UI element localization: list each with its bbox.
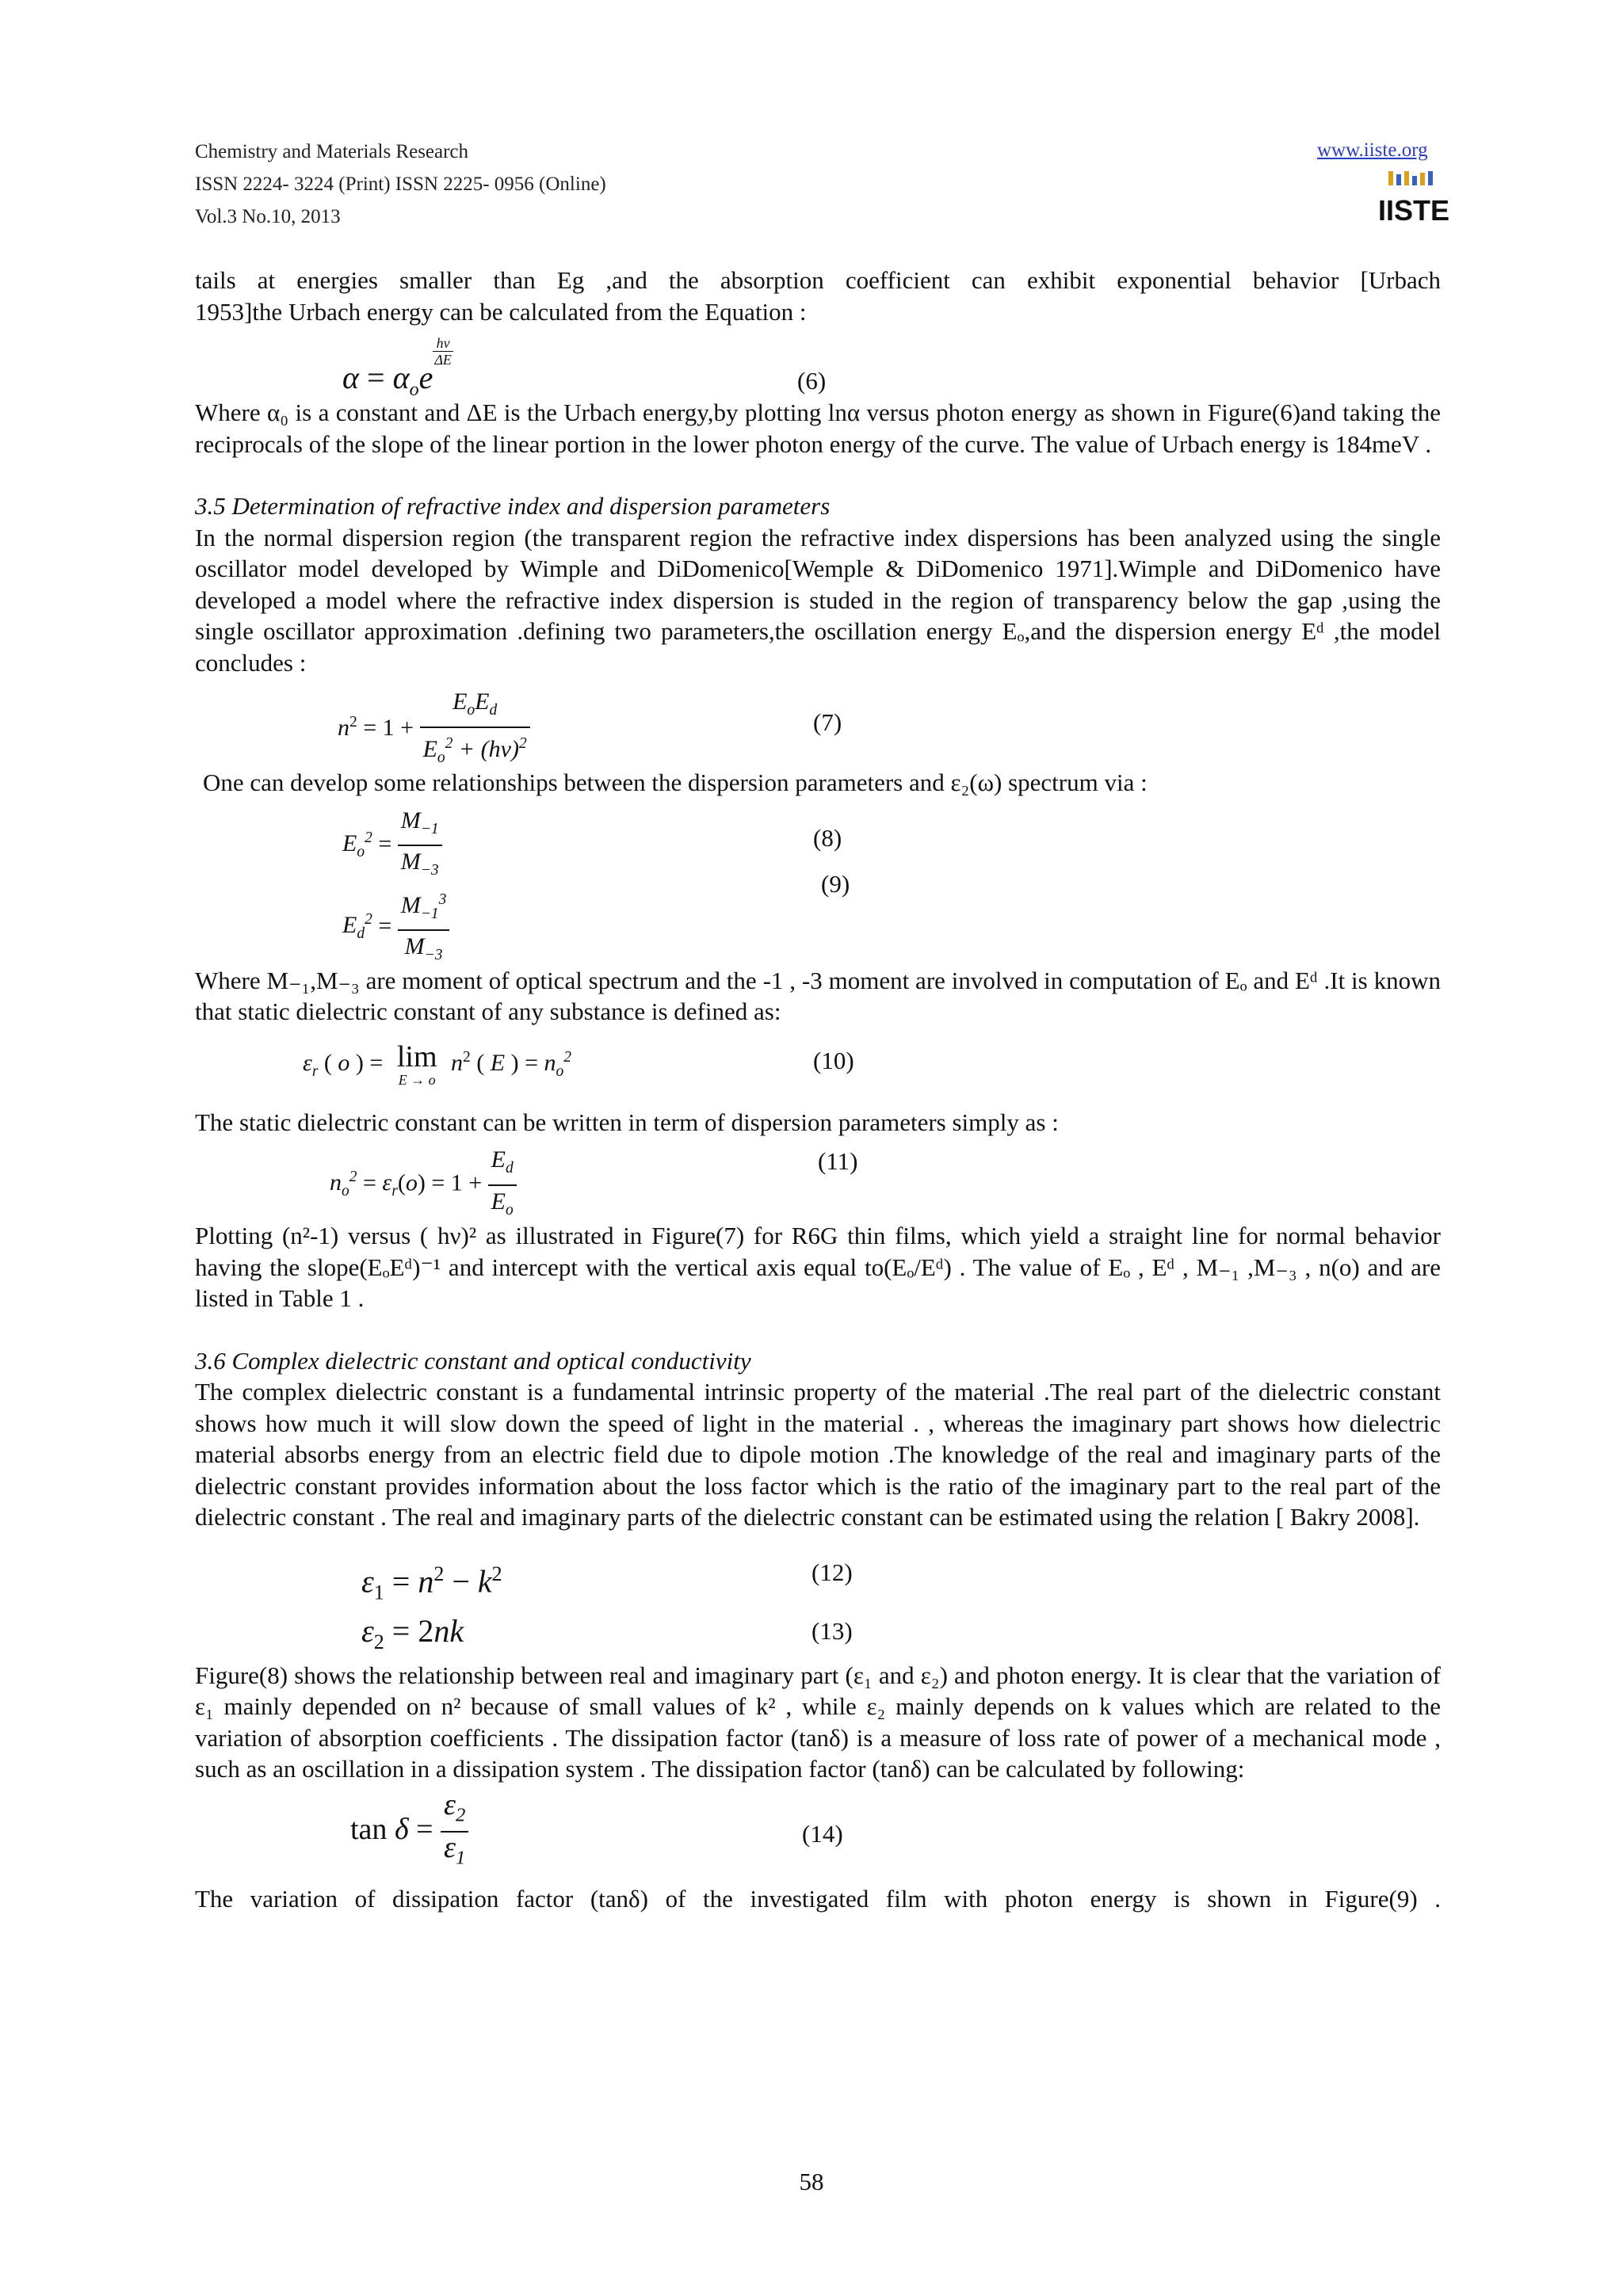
website-link[interactable]: www.iiste.org xyxy=(1317,139,1428,161)
page-number: 58 xyxy=(799,2168,824,2195)
equation-11 xyxy=(195,1138,1441,1220)
paragraph-2: Where α₀ is a constant and ΔE is the Urbach energy,by plotting lnα versus photon energy as shown in Figure(6)and taking the reciprocals of the slope of the linear portion in the lower photon energy of the curve. The value of Urbach energy is 184meV . xyxy=(195,399,1441,458)
equation-12-formula: $\varepsilon_1 = n^2 - k^2$ xyxy=(361,1562,502,1604)
equation-14-number: (14) xyxy=(802,1819,843,1848)
equation-8-formula: $E_o^2$ = $\frac{M_{-1}}{M_{-3}}$ xyxy=(342,805,442,887)
equation-14 xyxy=(195,1785,1441,1883)
equation-11-formula: $n_o^2 = \varepsilon_r(o) = 1$ + $\frac{E_d}{E_o}$ xyxy=(330,1144,517,1226)
equation-6-formula: $\alpha = \alpha_oe$ $\frac{h\nu}{\Delta E}$ xyxy=(342,335,452,400)
paragraph-6: The static dielectric constant can be written in term of dispersion parameters simply as : xyxy=(195,1108,1059,1136)
equation-11-number: (11) xyxy=(818,1147,858,1175)
paragraph-1-line-1: tails at energies smaller than Eg ,and the absorption coefficient can exhibit exponential behavior [Urbach xyxy=(195,266,1441,294)
equation-9-formula: $E_d^2$ = $\frac{M_{-1}^3}{M_{-3}}$ xyxy=(342,884,449,971)
equation-14-formula: tan δ = $\frac{\varepsilon_2}{\varepsilon_1}$ xyxy=(350,1790,468,1874)
paragraph-7: Plotting (n²-1) versus ( hν)² as illustrated in Figure(7) for R6G thin films, which yield a straight line for normal behavior having the slope(EₒEᵈ)⁻¹ and intercept with the vertical axis equal to(Eₒ/Eᵈ) . The value of Eₒ , Eᵈ , M₋₁ ,M₋₃ , n(o) and are listed in Table 1 . xyxy=(195,1222,1441,1312)
equation-13-number: (13) xyxy=(812,1616,853,1645)
equation-12-number: (12) xyxy=(812,1558,853,1586)
equation-10-formula: $\varepsilon_r$ ( o ) = lim E → o $n^2$ ( E ) = $n_o^2$ xyxy=(303,1039,572,1088)
equation-10-number: (10) xyxy=(813,1046,854,1074)
issn-line: ISSN 2224- 3224 (Print) ISSN 2225- 0956 (Online) xyxy=(195,174,606,195)
equations-12-13 xyxy=(195,1533,1441,1660)
equation-6-number: (6) xyxy=(797,367,827,395)
volume-line: Vol.3 No.10, 2013 xyxy=(195,206,341,227)
journal-title: Chemistry and Materials Research xyxy=(195,141,469,162)
equation-7-number: (7) xyxy=(813,708,842,736)
equation-8-number: (8) xyxy=(813,823,842,852)
paragraph-9: Figure(8) shows the relationship between real and imaginary part (ε₁ and ε₂) and photon energy. It is clear that the variation of ε₁ mainly depended on n² because of small values of k² , while ε₂ mainly depends on k values which are related to the variation of absorption coefficients . The dissipation factor (tanδ) is a measure of loss rate of power of a mechanical mode , such as an oscillation in a dissipation system . The dissipation factor (tanδ) can be calculated by following: xyxy=(195,1661,1441,1783)
paragraph-5: Where M₋₁,M₋₃ are moment of optical spectrum and the -1 , -3 moment are involved in computation of Eₒ and Eᵈ .It is known that static dielectric constant of any substance is defined as: xyxy=(195,966,1441,1025)
equations-8-9 xyxy=(195,799,1441,965)
equation-7-formula: $n^2 = 1$ + $\frac{E_oE_d}{E_o^2 + (h\nu)^2}$ xyxy=(338,686,530,773)
equation-6 xyxy=(195,327,1441,400)
equation-10 xyxy=(195,1028,1441,1107)
section-3-5-heading: 3.5 Determination of refractive index and dispersion parameters xyxy=(195,492,831,520)
paragraph-3: In the normal dispersion region (the transparent region the refractive index dispersions has been analyzed using the single oscillator model developed by Wimple and DiDomenico[Wemple & DiDomenico 1971].Wimple and DiDomenico have developed a model where the refractive index dispersion is studed in the region of transparency below the gap ,using the single oscillator approximation .defining two parameters,the oscillation energy Eₒ,and the dispersion energy Eᵈ ,the model concludes : xyxy=(195,523,1441,677)
equation-13-formula: $\varepsilon_2 = 2nk$ xyxy=(361,1612,464,1653)
equation-7 xyxy=(195,678,1441,767)
section-3-6-heading: 3.6 Complex dielectric constant and optical conductivity xyxy=(195,1346,751,1375)
paragraph-10: The variation of dissipation factor (tanδ) of the investigated film with photon energy is shown in Figure(9) . xyxy=(195,1884,1441,1913)
paragraph-1-line-2: 1953]the Urbach energy can be calculated from the Equation : xyxy=(195,297,807,326)
logo-text: IISTE xyxy=(1377,194,1450,227)
paragraph-8: The complex dielectric constant is a fundamental intrinsic property of the material .The real part of the dielectric constant shows how much it will slow down the speed of light in the material . , whereas the imaginary part shows how dielectric material absorbs energy from an electric field due to dipole motion .The knowledge of the real and imaginary parts of the dielectric constant provides information about the loss factor which is the ratio of the imaginary part to the real part of the dielectric constant . The real and imaginary parts of the dielectric constant can be estimated using the relation [ Bakry 2008]. xyxy=(195,1378,1441,1531)
article-body xyxy=(195,265,1441,1914)
iiste-logo xyxy=(1377,170,1450,227)
paragraph-4: One can develop some relationships between the dispersion parameters and ε₂(ω) spectrum via : xyxy=(203,769,1148,796)
equation-9-number: (9) xyxy=(821,869,850,898)
